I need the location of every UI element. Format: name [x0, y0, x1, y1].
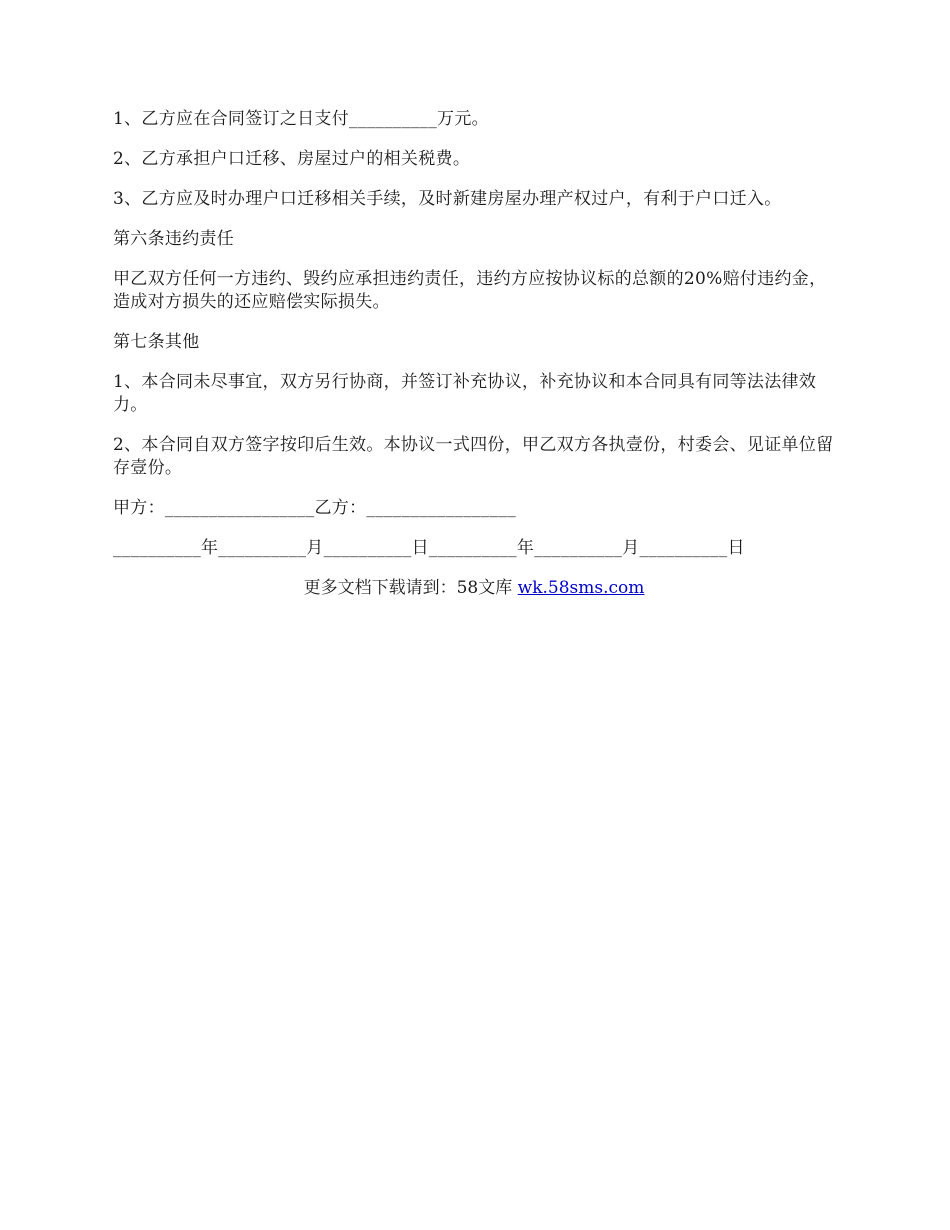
signature-line: 甲方：_________________乙方：_________________	[113, 498, 516, 518]
clause-supplement: 1、本合同未尽事宜，双方另行协商，并签订补充协议，补充协议和本合同具有同等法法律效力。	[113, 372, 817, 415]
section-heading-other: 第七条其他	[113, 332, 200, 352]
clause-breach: 甲乙双方任何一方违约、毁约应承担违约责任，违约方应按协议标的总额的20%赔付违约金，造成对方损失的还应赔偿实际损失。	[113, 269, 827, 312]
date-line: __________年__________月__________日__________年__________月__________日	[113, 538, 745, 558]
clause-effective: 2、本合同自双方签字按印后生效。本协议一式四份，甲乙双方各执壹份，村委会、见证单位留存壹份。	[113, 435, 834, 478]
clause-transfer: 3、乙方应及时办理户口迁移相关手续，及时新建房屋办理产权过户，有利于户口迁入。	[113, 189, 782, 209]
footer-link[interactable]: wk.58sms.com	[517, 578, 645, 598]
section-heading-breach: 第六条违约责任	[113, 229, 235, 249]
clause-payment: 1、乙方应在合同签订之日支付__________万元。	[113, 109, 489, 129]
footer-text: 更多文档下载请到：58文库	[303, 578, 518, 598]
clause-taxes: 2、乙方承担户口迁移、房屋过户的相关税费。	[113, 149, 471, 169]
document-body	[113, 108, 835, 600]
footer	[113, 577, 835, 600]
